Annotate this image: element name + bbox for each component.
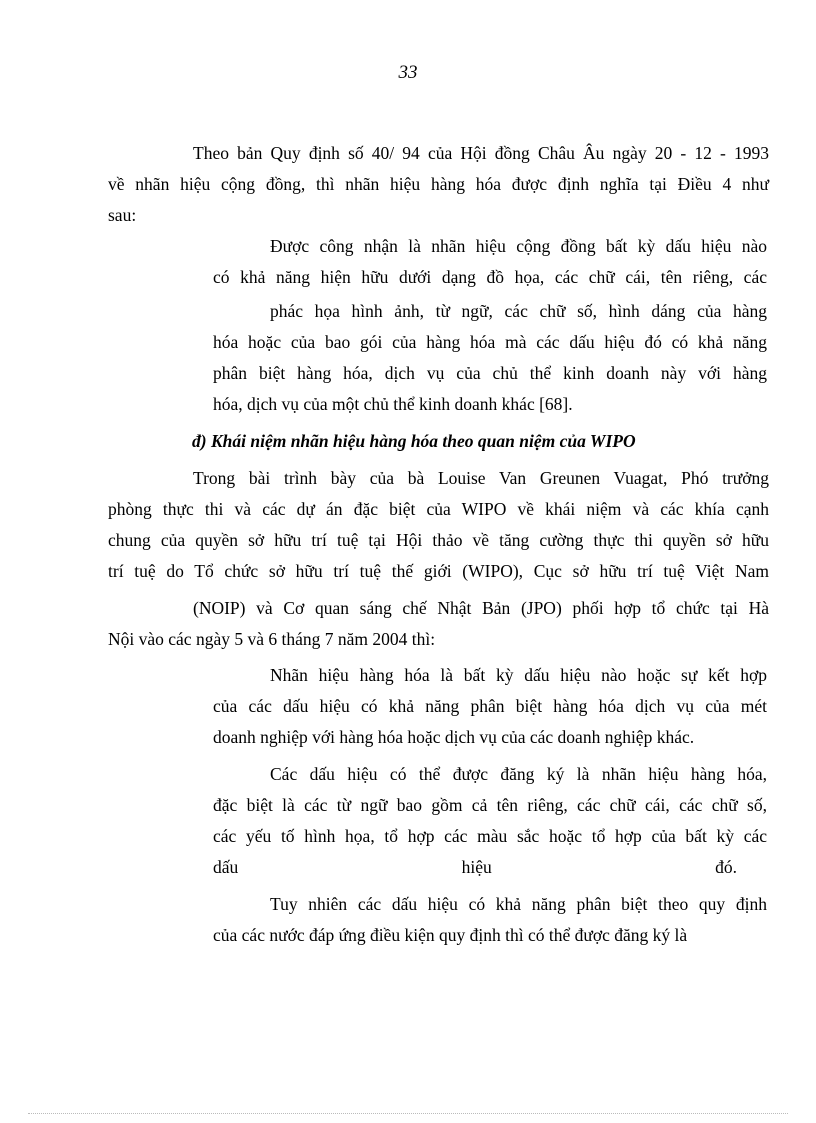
quote1-line-6: hóa, dịch vụ của một chủ thể kinh doanh khác [68]. [213,394,573,414]
intro-line-2: về nhãn hiệu cộng đồng, thì nhãn hiệu hàng hóa được định nghĩa tại Điều 4 như [108,174,769,194]
quote2-line-3: doanh nghiệp với hàng hóa hoặc dịch vụ của các doanh nghiệp khác. [213,727,695,747]
quote1-line-1: Được công nhận là nhãn hiệu cộng đồng bất kỳ dấu hiệu nào [270,236,767,256]
para2-line-5: (NOIP) và Cơ quan sáng chế Nhật Bản (JPO) phối hợp tổ chức tại Hà [193,598,769,618]
intro-line-1: Theo bản Quy định số 40/ 94 của Hội đồng Châu Âu ngày 20 - 12 - 1993 [193,143,769,163]
quote2-line-4: Các dấu hiệu có thể được đăng ký là nhãn hiệu hàng hóa, [270,764,767,784]
quote1-line-2: có khả năng hiện hữu dưới dạng đồ họa, các chữ cái, tên riêng, các [213,267,767,287]
para2-line-1: Trong bài trình bày của bà Louise Van Greunen Vuagat, Phó trưởng [193,468,769,488]
quote2-line-7: dấu hiệu đó. [213,857,737,877]
para2-line-6: Nội vào các ngày 5 và 6 tháng 7 năm 2004 thì: [108,629,436,649]
page-bottom-dotted-rule [28,1113,788,1114]
quote2-line-1: Nhãn hiệu hàng hóa là bất kỳ dấu hiệu nào hoặc sự kết hợp [270,665,767,685]
page-number: 33 [398,62,418,83]
quote2-line-2: của các dấu hiệu có khả năng phân biệt hàng hóa dịch vụ của mét [213,696,767,716]
quote2-line-8: Tuy nhiên các dấu hiệu có khả năng phân biệt theo quy định [270,894,767,914]
quote1-line-5: phân biệt hàng hóa, dịch vụ của chủ thể kinh doanh này với hàng [213,363,767,383]
intro-line-3: sau: [108,205,137,225]
para2-line-3: chung của quyền sở hữu trí tuệ tại Hội thảo về tăng cường thực thi quyền sở hữu [108,530,769,550]
para2-line-4: trí tuệ do Tổ chức sở hữu trí tuệ thế giới (WIPO), Cục sở hữu trí tuệ Việt Nam [108,561,769,581]
section-heading: đ) Khái niệm nhãn hiệu hàng hóa theo quan niệm của WIPO [192,431,636,451]
quote1-line-3: phác họa hình ảnh, từ ngữ, các chữ số, hình dáng của hàng [270,301,767,321]
quote2-line-5: đặc biệt là các từ ngữ bao gồm cả tên riêng, các chữ cái, các chữ số, [213,795,767,815]
quote1-line-4: hóa hoặc của bao gói của hàng hóa mà các dấu hiệu đó có khả năng [213,332,767,352]
para2-line-2: phòng thực thi và các dự án đặc biệt của WIPO về khái niệm và các khía cạnh [108,499,769,519]
quote2-line-6: các yếu tố hình họa, tổ hợp các màu sắc hoặc tổ hợp của bất kỳ các [213,826,767,846]
quote2-line-9: của các nước đáp ứng điều kiện quy định thì có thể được đăng ký là [213,925,688,945]
